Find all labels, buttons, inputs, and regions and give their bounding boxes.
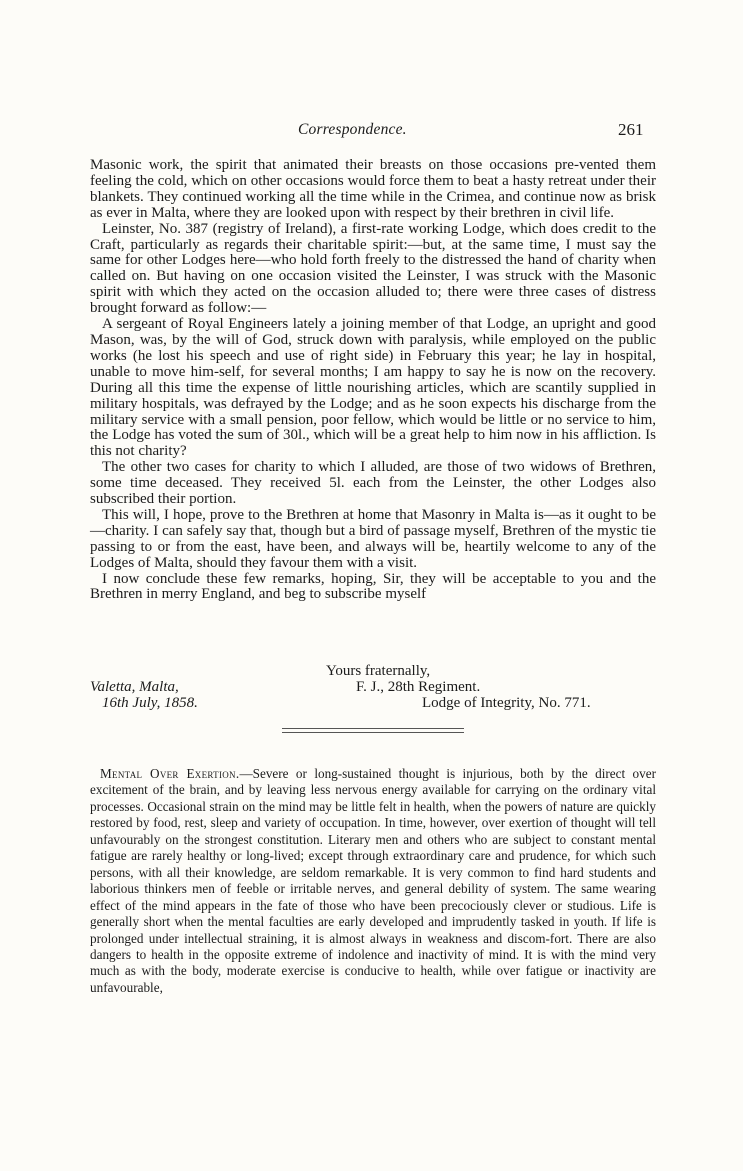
article-mental-over-exertion — [90, 766, 656, 996]
letter-paragraph: A sergeant of Royal Engineers lately a joining member of that Lodge, an upright and good Mason, was, by the will of God, struck down with paralysis, while employed on the public works (he lost his speech and use of right side) in February this year; he lay in hospital, unable to move him-self, for several months; I am happy to say he is now on the recovery. During all this time the expense of little nourishing articles, which are scantily supplied in military hospitals, was defrayed by the Lodge; and as he soon expects his discharge from the military service with a small pension, poor fellow, which would be little or no service to him, the Lodge has voted the sum of 30l., which will be a great help to him now in his affliction. Is this not charity? — [90, 316, 656, 460]
letter-lodge: Lodge of Integrity, No. 771. — [422, 694, 591, 711]
article-heading: Mental Over Exertion. — [100, 766, 240, 781]
letter-date: 16th July, 1858. — [102, 694, 198, 711]
letter-paragraph: The other two cases for charity to which I alluded, are those of two widows of Brethren, some time deceased. They received 5l. each from the Leinster, the other Lodges also subscribed their portion. — [90, 459, 656, 508]
section-divider — [282, 732, 464, 733]
letter-signature: F. J., 28th Regiment. — [356, 678, 481, 695]
letter-body — [90, 158, 656, 603]
running-title: Correspondence. — [298, 121, 407, 138]
article-body: —Severe or long-sustained thought is injurious, both by the direct over excitement of the brain, and by leaving less nervous energy available for carrying on the ordinary vital processes. Occasional strain on the mind may be little felt in health, when the powers of nature are quickly restored by food, rest, sleep and variety of occupation. In time, however, over exertion of thought will tell unfavourably on the strongest constitution. Literary men and others who are subject to constant mental fatigue are rarely healthy or long-lived; except through extraordinary care and prudence, for which such persons, with all their knowledge, are seldom remarkable. It is very common to find hard students and laborious thinkers men of feeble or irritable nerves, and general debility of system. The same wearing effect of the mind appears in the fate of those who have been precociously clever or studious. Life is generally short when the mental faculties are early developed and imprudently tasked in youth. If life is prolonged under intellectual straining, it is almost always in weakness and discom-fort. There are also dangers to health in the opposite extreme of indolence and inactivity of mind. It is with the mind very much as with the body, moderate exercise is conducive to health, while over fatigue or inactivity are unfavourable, — [90, 766, 656, 995]
page-number: 261 — [618, 120, 644, 139]
letter-paragraph: Masonic work, the spirit that animated their breasts on those occasions pre-vented them feeling the cold, which on other occasions would force them to beat a hasty retreat under their blankets. They continued working all the time while in the Crimea, and continue now as brisk as ever in Malta, where they are looked upon with respect by their brethren in civil life. — [90, 157, 656, 221]
section-divider — [282, 728, 464, 729]
article-paragraph — [90, 766, 656, 996]
letter-paragraph: This will, I hope, prove to the Brethren at home that Masonry in Malta is—as it ought to be—charity. I can safely say that, though but a bird of passage myself, Brethren of the mystic tie passing to or from the east, have been, and always will be, heartily welcome to any of the Lodges of Malta, should they favour them with a visit. — [90, 506, 656, 571]
letter-closing-block — [90, 664, 656, 712]
letter-paragraph: I now conclude these few remarks, hoping, Sir, they will be acceptable to you and the Brethren in merry England, and beg to subscribe myself — [90, 570, 656, 603]
letter-paragraph: Leinster, No. 387 (registry of Ireland), a first-rate working Lodge, which does credit to the Craft, particularly as regards their charitable spirit:—but, at the same time, I must say the same for other Lodges here—who hold forth freely to the distressed the hand of charity when called on. But having on one occasion visited the Leinster, I was struck with the Masonic spirit with which they acted on the occasion alluded to; there were three cases of distress brought forward as follow:— — [90, 220, 656, 317]
letter-place: Valetta, Malta, — [90, 678, 179, 695]
letter-closing: Yours fraternally, — [326, 663, 431, 679]
